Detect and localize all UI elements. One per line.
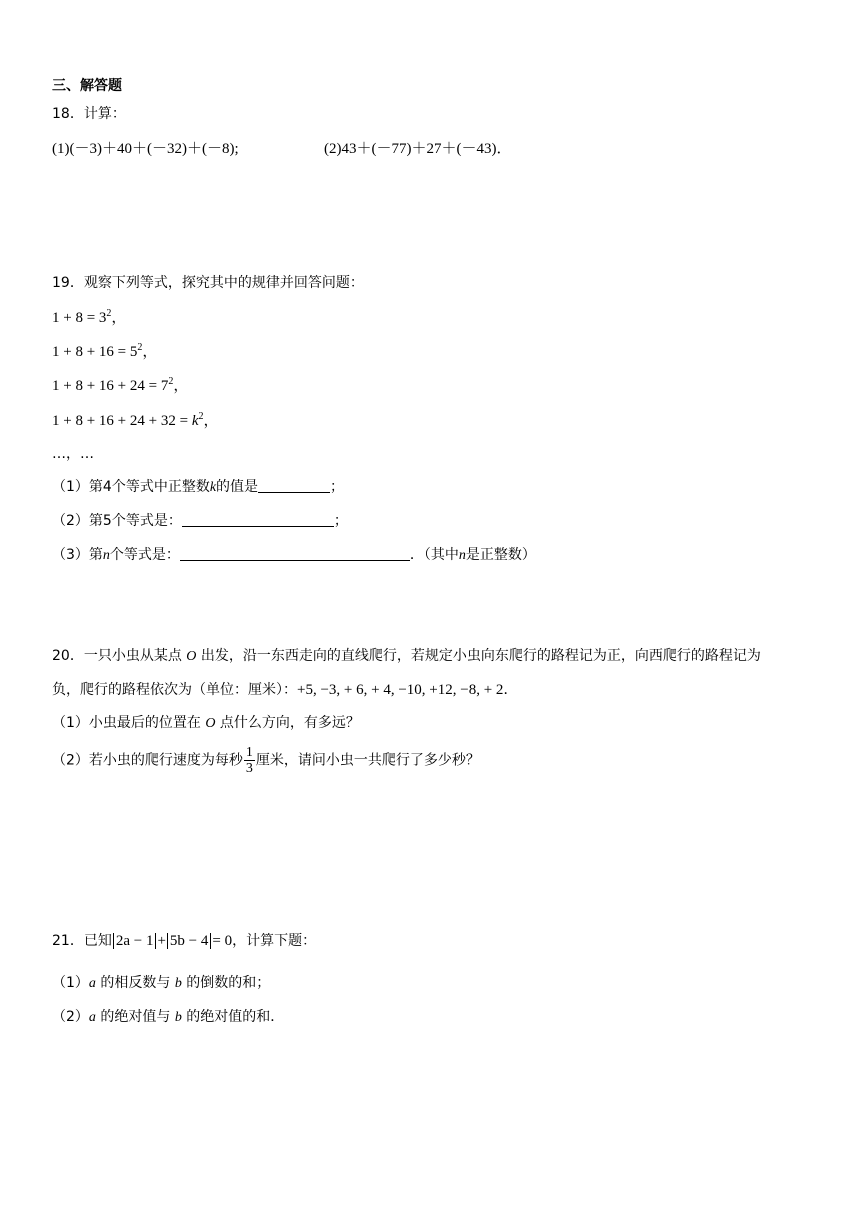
q20-sub2	[52, 745, 480, 776]
q19-stem: 19．观察下列等式，探究其中的规律并回答问题：	[52, 275, 364, 291]
q20-line2	[52, 680, 517, 700]
q20-sub1	[52, 713, 360, 734]
q21-sub2-post: 的绝对值的和．	[181, 1009, 285, 1025]
q20-sub1-pre: （1）小虫最后的位置在	[52, 715, 206, 731]
sub3-var2: n	[458, 548, 466, 563]
sub1-end: ；	[330, 479, 345, 495]
q20-values: +5, −3, + 6, + 4, −10, +12, −8, + 2	[297, 682, 504, 698]
answer-blank-2[interactable]	[182, 512, 334, 527]
q20-point: O	[186, 649, 197, 664]
eq3-exponent: 2	[168, 376, 174, 387]
q20-line2-end: ．	[503, 682, 518, 698]
q19-eq4	[52, 410, 219, 431]
eq4-end: ，	[203, 411, 219, 429]
eq4-var: k	[191, 413, 199, 429]
q19-eq1	[52, 307, 126, 328]
sub3-post: ．（其中	[409, 547, 459, 563]
sub2-pre: （2）第5个等式是：	[52, 513, 182, 529]
fraction-one-third	[244, 745, 255, 776]
q20-sub2-pre: （2）若小虫的爬行速度为每秒	[52, 752, 243, 769]
fraction-denominator: 3	[245, 761, 253, 776]
sub2-end: ；	[333, 513, 348, 529]
eq4-exponent: 2	[198, 411, 204, 422]
q20-sub1-point: O	[205, 716, 216, 731]
q21-abs1: 2a − 1	[113, 933, 157, 949]
q20-line2-pre: 负，爬行的路程依次为（单位：厘米）：	[52, 682, 297, 698]
q18-stem: 18．计算：	[52, 106, 126, 122]
q21-eq: = 0	[212, 933, 233, 949]
sub3-mid: 个等式是：	[109, 547, 180, 563]
q19-sub1	[52, 477, 344, 498]
q21-sub2	[52, 1007, 284, 1028]
q21-sub2-b: b	[174, 1010, 182, 1025]
section-title: 三、解答题	[52, 78, 122, 94]
eq2-exponent: 2	[137, 342, 143, 353]
q21-sub1-pre: （1）	[52, 975, 89, 991]
q21-sub1-b: b	[174, 976, 182, 991]
q21-sub2-a: a	[88, 1010, 96, 1025]
q19-sub2	[52, 511, 348, 531]
fraction-numerator: 1	[245, 745, 253, 760]
q21-pre: 21．已知	[52, 933, 112, 949]
q21-sub2-mid: 的绝对值与	[95, 1009, 175, 1025]
q21-sub1	[52, 973, 270, 994]
eq3-lhs: 1 + 8 + 16 + 24 = 7	[52, 378, 169, 394]
q18-part1: (1)(－3)＋40＋(－32)＋(－8);	[52, 141, 239, 157]
q18-part2: (2)43＋(－77)＋27＋(－43)．	[324, 141, 512, 157]
sub3-pre: （3）第	[52, 547, 103, 563]
q19-ellipsis: …，…	[52, 446, 94, 462]
eq1-end: ，	[111, 308, 127, 326]
q21-sub1-post: 的倒数的和；	[181, 975, 271, 991]
eq3-end: ，	[173, 376, 189, 394]
eq1-exponent: 2	[106, 308, 112, 319]
q21-sub2-pre: （2）	[52, 1009, 89, 1025]
eq2-lhs: 1 + 8 + 16 = 5	[52, 344, 138, 360]
answer-blank-1[interactable]	[258, 478, 330, 493]
q21-abs2: 5b − 4	[167, 933, 211, 949]
q21-plus: +	[157, 933, 166, 949]
q21-sub1-a: a	[88, 976, 96, 991]
q20-sub1-post: 点什么方向，有多远？	[215, 715, 360, 731]
q20-sub2-post: 厘米，请问小虫一共爬行了多少秒？	[255, 752, 480, 769]
sub1-post: 的值是	[216, 479, 259, 495]
eq4-lhs: 1 + 8 + 16 + 24 + 32 =	[52, 413, 192, 429]
q20-line1-pre: 20．一只小虫从某点	[52, 648, 187, 664]
q19-eq3	[52, 375, 188, 396]
q21-post: ，计算下题：	[232, 933, 317, 949]
sub1-var: k	[209, 480, 217, 495]
q20-line1-post: 出发，沿一东西走向的直线爬行，若规定小虫向东爬行的路程记为正，向西爬行的路程记为	[196, 648, 761, 664]
q20-line1	[52, 646, 761, 667]
eq2-end: ，	[142, 342, 158, 360]
q19-sub3	[52, 545, 536, 566]
eq1-lhs: 1 + 8 = 3	[52, 310, 107, 326]
q21-sub1-mid: 的相反数与	[95, 975, 175, 991]
sub3-end: 是正整数）	[465, 547, 536, 563]
answer-blank-3[interactable]	[180, 546, 410, 561]
sub3-var: n	[102, 548, 110, 563]
sub1-pre: （1）第4个等式中正整数	[52, 479, 210, 495]
q21-stem	[52, 931, 316, 951]
q19-eq2	[52, 341, 157, 362]
